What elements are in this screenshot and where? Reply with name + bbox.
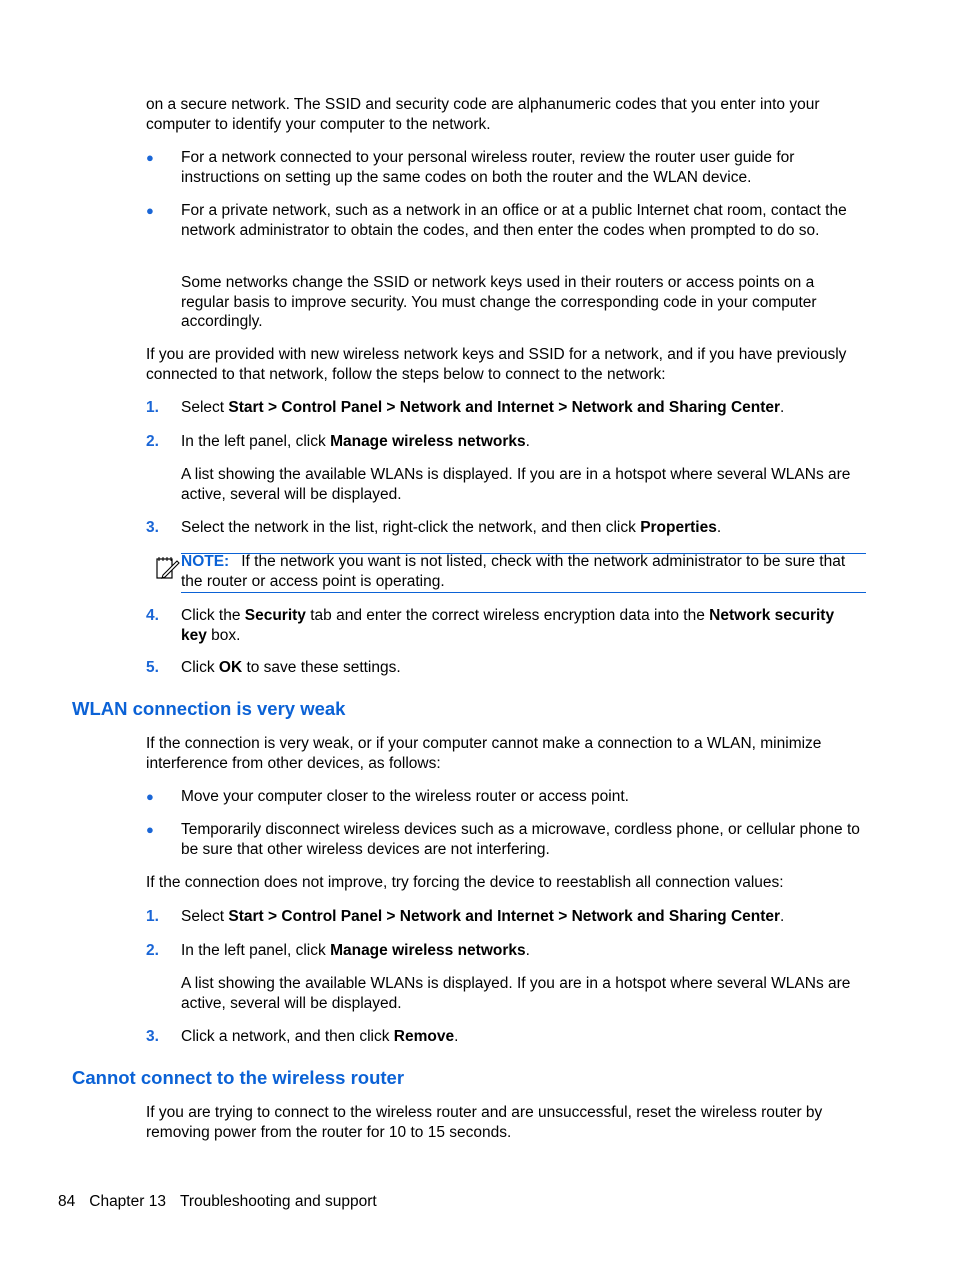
weak-step-2-followup: A list showing the available WLANs is displayed. If you are in a hotspot where several WLANs are active, several will be displayed. <box>181 975 851 1012</box>
step-number: 4. <box>146 607 159 624</box>
bullet-marker: ● <box>146 203 154 218</box>
page-footer <box>58 1192 391 1212</box>
note-bottom-rule <box>181 592 866 593</box>
step-3: Select the network in the list, right-click the network, and then click Properties. <box>181 519 722 536</box>
bullet-marker: ● <box>146 150 154 165</box>
chapter-title: Troubleshooting and support <box>179 1193 377 1210</box>
bullet-followup: Some networks change the SSID or network keys used in their routers or access points on a regular basis to improve security. You must change the corresponding code in your computer accordingly. <box>181 274 817 330</box>
weak-step-2: In the left panel, click Manage wireless networks. <box>181 942 530 959</box>
intro-paragraph: on a secure network. The SSID and security code are alphanumeric codes that you enter into your computer to identify your computer to the network. <box>146 96 820 133</box>
step-1: Select Start > Control Panel > Network and Internet > Network and Sharing Center. <box>181 399 785 416</box>
bullet-disconnect-devices: Temporarily disconnect wireless devices such as a microwave, cordless phone, or cellular phone to be sure that other wireless devices are not interfering. <box>181 821 860 858</box>
section-heading-weak: WLAN connection is very weak <box>72 698 346 719</box>
weak-step-3: Click a network, and then click Remove. <box>181 1028 459 1045</box>
step-2: In the left panel, click Manage wireless networks. <box>181 433 530 450</box>
weak-intro: If the connection is very weak, or if your computer cannot make a connection to a WLAN, minimize interference from other devices, as follows: <box>146 735 822 772</box>
step-number: 3. <box>146 1028 159 1045</box>
bullet-move-closer: Move your computer closer to the wireless router or access point. <box>181 788 629 805</box>
step-number: 1. <box>146 399 159 416</box>
step-5: Click OK to save these settings. <box>181 659 401 676</box>
weak-para: If the connection does not improve, try forcing the device to reestablish all connection values: <box>146 874 784 891</box>
weak-step-1: Select Start > Control Panel > Network and Internet > Network and Sharing Center. <box>181 908 785 925</box>
note-pencil-icon <box>155 555 181 581</box>
new-keys-paragraph: If you are provided with new wireless network keys and SSID for a network, and if you have previously connected to that network, follow the steps below to connect to the network: <box>146 346 847 383</box>
step-2-followup: A list showing the available WLANs is displayed. If you are in a hotspot where several WLANs are active, several will be displayed. <box>181 466 851 503</box>
bullet-private-network: For a private network, such as a network in an office or at a public Internet chat room, contact the network administrator to obtain the codes, and then enter the codes when prompted to do so. <box>181 202 847 239</box>
step-number: 5. <box>146 659 159 676</box>
bullet-marker: ● <box>146 789 154 804</box>
section-heading-router: Cannot connect to the wireless router <box>72 1067 405 1088</box>
page-number: 84 <box>58 1193 76 1210</box>
step-number: 2. <box>146 433 159 450</box>
chapter-label: Chapter 13 <box>89 1193 166 1210</box>
step-4: Click the Security tab and enter the correct wireless encryption data into the Network security key box. <box>181 607 835 644</box>
step-number: 1. <box>146 908 159 925</box>
step-number: 2. <box>146 942 159 959</box>
bullet-personal-router: For a network connected to your personal wireless router, review the router user guide for instructions on setting up the same codes on both the router and the WLAN device. <box>181 149 795 186</box>
step-number: 3. <box>146 519 159 536</box>
note-text: NOTE: If the network you want is not listed, check with the network administrator to be sure that the router or access point is operating. <box>181 553 846 590</box>
router-para: If you are trying to connect to the wireless router and are unsuccessful, reset the wireless router by removing power from the router for 10 to 15 seconds. <box>146 1104 823 1141</box>
bullet-marker: ● <box>146 822 154 837</box>
